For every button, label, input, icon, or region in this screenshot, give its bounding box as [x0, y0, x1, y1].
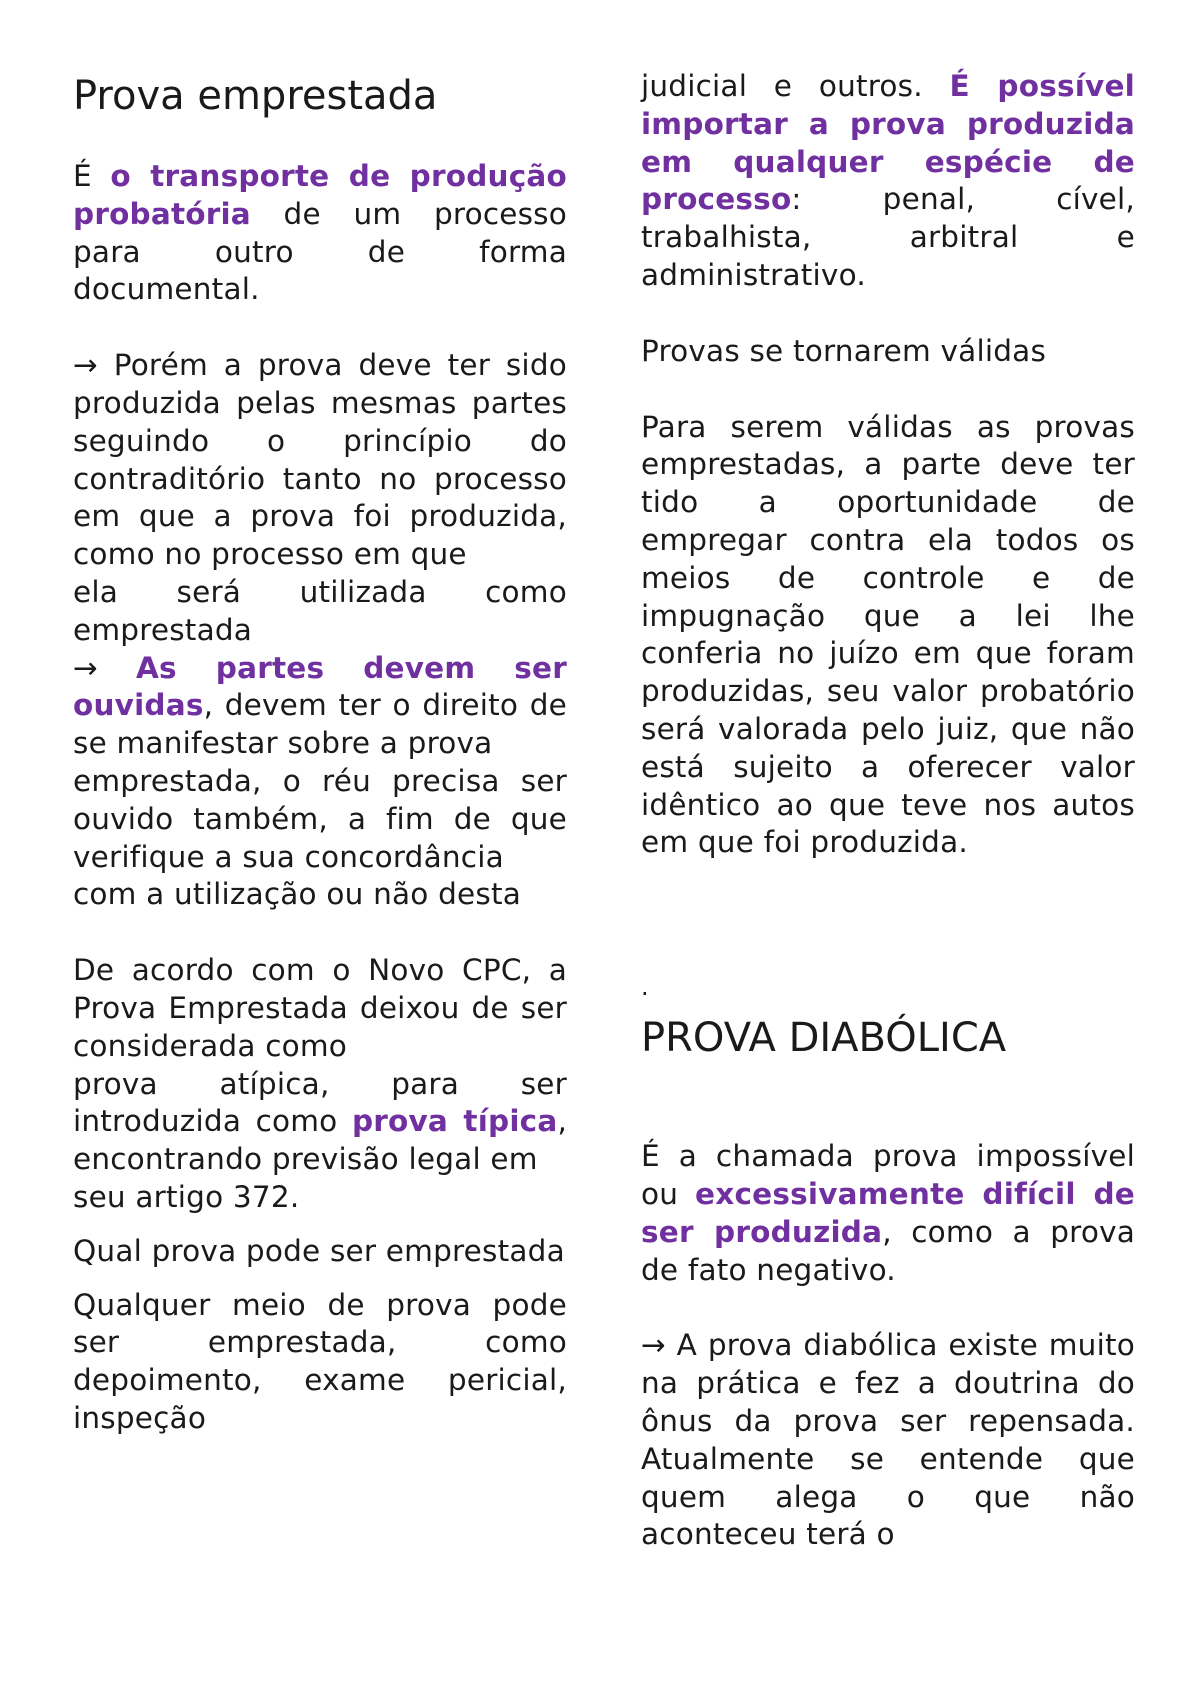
section-title: PROVA DIABÓLICA	[641, 1015, 1007, 1062]
right-column	[641, 64, 1135, 1554]
contradictory-paragraph: → Porém a prova deve ter sido produzida pelas mesmas partes seguindo o princípio do contraditório tanto no processo em que a prova foi produzida, como no processo em que	[73, 348, 567, 572]
diabolic-highlight: excessivamente difícil de ser produzida	[641, 1176, 1135, 1249]
definition-tail: de um processo para outro de forma documental.	[73, 196, 567, 307]
parties-highlight: As partes devem ser ouvidas	[73, 650, 567, 723]
import-paragraph	[641, 68, 1135, 295]
definition-paragraph	[73, 158, 567, 309]
cpc-paragraph-cont	[73, 1066, 567, 1179]
definition-lead: É	[73, 159, 111, 193]
page-title: Prova emprestada	[73, 73, 438, 119]
separator-dot: .	[641, 973, 649, 1002]
cpc-paragraph-end: seu artigo 372.	[73, 1179, 300, 1214]
parties-tail: , devem ter o direito de se manifestar sobre a prova	[73, 688, 567, 761]
import-highlight: É possível importar a prova produzida em qualquer espécie de processo	[641, 69, 1135, 217]
import-lead: judicial e outros.	[641, 69, 950, 103]
cpc-highlight: prova típica	[351, 1104, 558, 1139]
diabolic-tail: , como a prova de fato negativo.	[641, 1214, 1135, 1287]
left-column	[73, 64, 567, 1438]
diabolic-definition	[641, 1138, 1135, 1289]
diabolic-practice-paragraph: → A prova diabólica existe muito na prática e fez a doutrina do ônus da prova ser repensada. Atualmente se entende que quem alega o que não aconteceu terá o	[641, 1328, 1135, 1552]
cpc-lead: prova atípica, para ser introduzida como	[73, 1066, 567, 1139]
parties-paragraph	[73, 650, 567, 763]
question-heading: Qual prova pode ser emprestada	[73, 1233, 565, 1268]
validity-paragraph: Para serem válidas as provas emprestadas, a parte deve ter tido a oportunidade de empregar contra ela todos os meios de controle e de impugnação que a lei lhe conferia no juízo em que foram produzidas, seu valor probatório será valorada pelo juiz, que não está sujeito a oferecer valor idêntico ao que teve nos autos em que foi produzida.	[641, 409, 1135, 860]
parties-paragraph-cont: emprestada, o réu precisa ser ouvido também, a fim de que verifique a sua concordância	[73, 763, 567, 874]
definition-highlight: o transporte de produção probatória	[73, 159, 567, 231]
contradictory-paragraph-cont: ela será utilizada como emprestada	[73, 574, 567, 647]
diabolic-lead: É a chamada prova impossível ou	[641, 1139, 1135, 1211]
cpc-tail: , encontrando previsão legal em	[73, 1104, 568, 1177]
any-means-paragraph: Qualquer meio de prova pode ser emprestada, como depoimento, exame pericial, inspeção	[73, 1287, 567, 1435]
parties-paragraph-end: com a utilização ou não desta	[73, 877, 521, 912]
validity-subheading: Provas se tornarem válidas	[641, 333, 1047, 368]
cpc-paragraph: De acordo com o Novo CPC, a Prova Emprestada deixou de ser considerada como	[73, 953, 567, 1063]
import-tail: : penal, cível, trabalhista, arbitral e administrativo.	[641, 182, 1135, 292]
arrow-icon: →	[73, 650, 137, 685]
